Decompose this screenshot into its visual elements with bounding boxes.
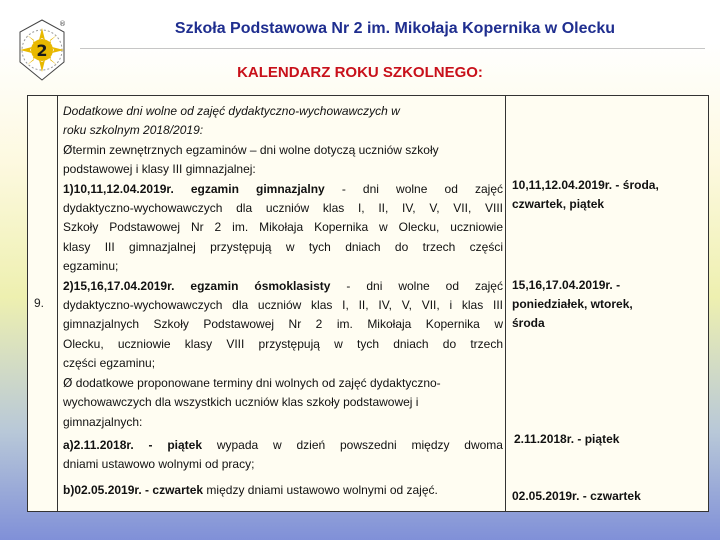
bullet-extra-cont: gimnazjalnych: [63,414,143,429]
row-number: 9. [34,296,45,310]
row-description [63,102,503,500]
exam-8-line: 2)15,16,17.04.2019r. egzamin ósmoklasisty - dni wolne od zajęć [63,278,503,293]
date-8: 15,16,17.04.2019r. - poniedziałek, wtorek, środa [512,278,633,330]
section-title-text: KALENDARZ ROKU SZKOLNEGO: [237,64,483,81]
svg-text:®: ® [59,20,66,28]
exam-gim-line: egzaminu; [63,259,119,274]
column-divider [505,96,506,511]
column-divider [57,96,58,511]
exam-8-line: Olecku, uczniowie klasy VIII przystępują w tych dniach do trzech [63,336,503,351]
page-title: Szkoła Podstawowa Nr 2 im. Mikołaja Kopernika w Olecku [174,20,616,37]
bullet-arrow-icon: Ø [63,375,73,390]
bullet-exams: Øtermin zewnętrznych egzaminów – dni wolne dotyczą uczniów szkoły [63,142,439,157]
exam-8-line: gimnazjalnych Szkoły Podstawowej Nr 2 im. Mikołaja Kopernika w [63,317,503,332]
bullet-extra-cont: wychowawczych dla wszystkich uczniów klas szkoły podstawowej i [63,395,419,410]
extra-day-a: a)2.11.2018r. - piątek wypada w dzień powszedni między dwoma [63,437,503,452]
calendar-table [27,95,709,512]
extra-day-a-cont: dniami ustawowo wolnymi od pracy; [63,457,255,472]
intro-line: Dodatkowe dni wolne od zajęć dydaktyczno-wychowawczych w [63,104,400,118]
exam-8-line: części egzaminu; [63,356,156,371]
date-gim: 10,11,12.04.2019r. - środa, czwartek, piątek [512,178,659,211]
intro-line: roku szkolnym 2018/2019: [63,123,204,138]
exam-gim-line: klasy III gimnazjalnej przystępują w tych dniach do trzech części [63,239,503,254]
section-title [0,64,720,81]
bullet-extra: Ø dodatkowe proponowane terminy dni wolnych od zajęć dydaktyczno- [63,375,441,390]
bullet-exams-cont: podstawowej i klasy III gimnazjalnej: [63,162,256,177]
logo-digit: 2 [36,41,48,60]
exam-gim-line: Szkoły Podstawowej Nr 2 im. Mikołaja Kopernika w Olecku, uczniowie [63,220,503,235]
exam-gim-line: 1)10,11,12.04.2019r. egzamin gimnazjalny - dni wolne od zajęć [63,181,503,196]
exam-8-line: dydaktyczno-wychowawczych dla uczniów klas I, II, IV, V, VII, i klas III [63,298,503,313]
date-a: 2.11.2018r. - piątek [514,432,620,446]
header-divider [80,48,705,49]
exam-gim-line: dydaktyczno-wychowawczych dla uczniów klas I, II, IV, V, VII, VIII [63,201,503,216]
date-b: 02.05.2019r. - czwartek [512,489,641,503]
bullet-arrow-icon: Ø [63,142,73,157]
extra-day-b: b)02.05.2019r. - czwartek między dniami ustawowo wolnymi od zajęć. [63,482,438,497]
